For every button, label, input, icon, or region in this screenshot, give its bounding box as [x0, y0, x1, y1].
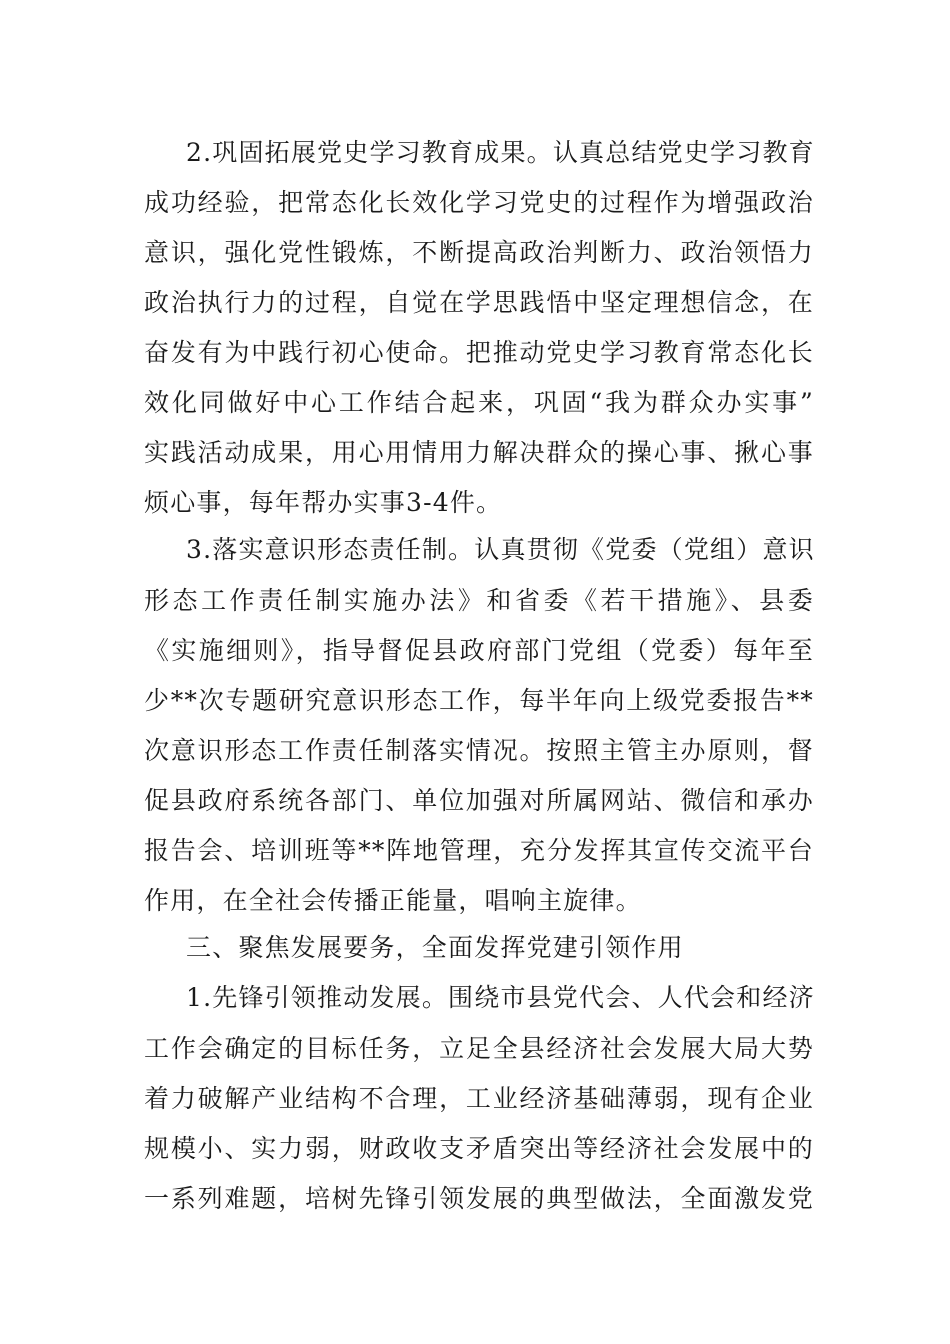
text-line: 次意识形态工作责任制落实情况。按照主管主办原则，督 [144, 736, 814, 765]
text-line: 着力破解产业结构不合理，工业经济基础薄弱，现有企业 [144, 1084, 814, 1113]
text-line: 少**次专题研究意识形态工作，每半年向上级党委报告** [144, 686, 814, 715]
text-line: 实践活动成果，用心用情用力解决群众的操心事、揪心事 [144, 438, 814, 467]
text-line: 规模小、实力弱，财政收支矛盾突出等经济社会发展中的 [144, 1134, 814, 1163]
subsection-1-heading-line: 1.先锋引领推动发展。围绕市县党代会、人代会和经济 [186, 983, 815, 1012]
text-line: 一系列难题，培树先锋引领发展的典型做法，全面激发党 [144, 1184, 814, 1213]
text-line: 政治执行力的过程，自觉在学思践悟中坚定理想信念，在 [144, 288, 814, 317]
text-line: 工作会确定的目标任务，立足全县经济社会发展大局大势 [144, 1034, 814, 1063]
text-line: 效化同做好中心工作结合起来，巩固“我为群众办实事” [144, 388, 814, 417]
text-line: 奋发有为中践行初心使命。把推动党史学习教育常态化长 [144, 338, 814, 367]
paragraph-2-heading-line: 2.巩固拓展党史学习教育成果。认真总结党史学习教育 [186, 138, 815, 167]
text-line: 成功经验，把常态化长效化学习党史的过程作为增强政治 [144, 188, 814, 217]
text-line: 促县政府系统各部门、单位加强对所属网站、微信和承办 [144, 786, 814, 815]
text-line: 《实施细则》，指导督促县政府部门党组（党委）每年至 [144, 636, 814, 665]
text-line-last: 烦心事，每年帮办实事3-4件。 [144, 488, 503, 517]
text-line-last: 作用，在全社会传播正能量，唱响主旋律。 [144, 886, 642, 915]
text-line: 报告会、培训班等**阵地管理，充分发挥其宣传交流平台 [144, 836, 814, 865]
section-3-heading: 三、聚焦发展要务，全面发挥党建引领作用 [186, 933, 684, 962]
paragraph-3-heading-line: 3.落实意识形态责任制。认真贯彻《党委（党组）意识 [186, 535, 815, 564]
text-line: 形态工作责任制实施办法》和省委《若干措施》、县委 [144, 586, 814, 615]
text-line: 意识，强化党性锻炼，不断提高政治判断力、政治领悟力 [144, 238, 814, 267]
